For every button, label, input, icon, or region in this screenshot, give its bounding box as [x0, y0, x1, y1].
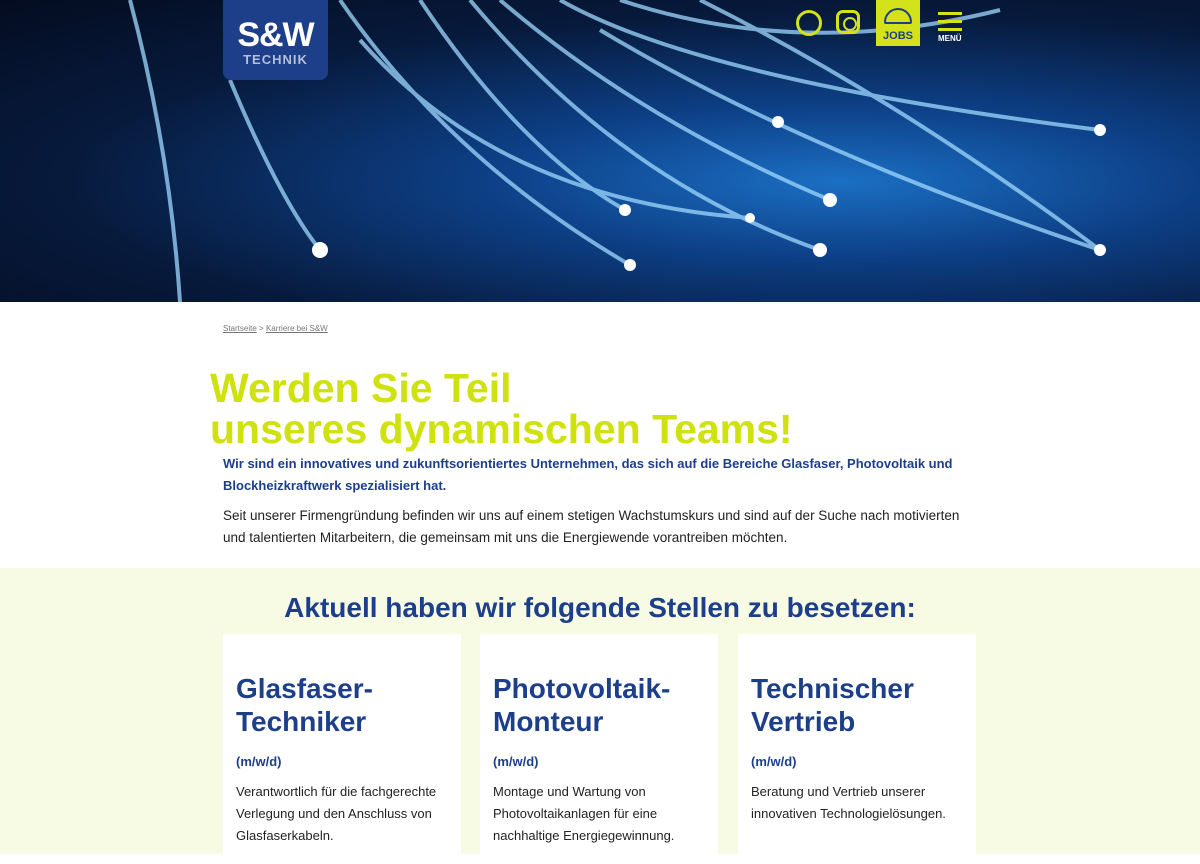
job-title: Glasfaser- Techniker [236, 673, 373, 737]
job-title: Technischer Vertrieb [751, 673, 914, 737]
job-card[interactable] [480, 634, 718, 864]
intro-text: Seit unserer Firmengründung befinden wir uns auf einem stetigen Wachstumskurs und sind auf der Suche nach motivierten und talentierten Mitarbeitern, die gemeinsam mit uns die Energiewende vorantreiben möchten. [223, 508, 960, 545]
title-line-1: Werden Sie Teil [210, 365, 512, 411]
whatsapp-icon[interactable] [796, 10, 822, 36]
logo-subtext: TECHNIK [243, 52, 308, 67]
jobs-button[interactable] [876, 0, 920, 46]
job-gender-tag: (m/w/d) [236, 754, 282, 769]
hamburger-icon [938, 20, 962, 23]
logo-text: S&W [237, 16, 314, 54]
menu-label: MENÜ [938, 34, 962, 43]
job-card[interactable] [738, 634, 976, 864]
title-line-2: unseres dynamischen Teams! [210, 406, 793, 452]
jobs-heading: Aktuell haben wir folgende Stellen zu besetzen: [284, 592, 916, 623]
helmet-icon [884, 8, 912, 24]
job-description: Verantwortlich für die fachgerechte Verlegung und den Anschluss von Glasfaserkabeln. [236, 784, 437, 843]
company-logo[interactable] [223, 0, 328, 80]
hamburger-icon [938, 28, 962, 31]
jobs-label: JOBS [883, 30, 913, 42]
job-card[interactable] [223, 634, 461, 864]
job-description: Montage und Wartung von Photovoltaikanlagen für eine nachhaltige Energiegewinnung. [493, 784, 675, 843]
fiber-strands [0, 0, 1200, 302]
job-gender-tag: (m/w/d) [751, 754, 797, 769]
menu-button[interactable] [938, 12, 962, 43]
hero-image-fiber-optics [0, 0, 1200, 302]
breadcrumb [223, 324, 328, 333]
page-title [210, 365, 793, 452]
intro-lead: Wir sind ein innovatives und zukunftsorientiertes Unternehmen, das sich auf die Bereiche Glasfaser, Photovoltaik und Blockheizkraftwerk spezialisiert hat. [223, 456, 953, 493]
job-title: Photovoltaik- Monteur [493, 673, 671, 737]
hamburger-icon [938, 12, 962, 15]
breadcrumb-separator: > [259, 324, 264, 333]
breadcrumb-current[interactable]: Karriere bei S&W [265, 324, 328, 333]
breadcrumb-home[interactable]: Startseite [223, 324, 257, 333]
job-gender-tag: (m/w/d) [493, 754, 539, 769]
instagram-icon[interactable] [836, 10, 860, 34]
job-description: Beratung und Vertrieb unserer innovativen Technologielösungen. [751, 784, 946, 821]
